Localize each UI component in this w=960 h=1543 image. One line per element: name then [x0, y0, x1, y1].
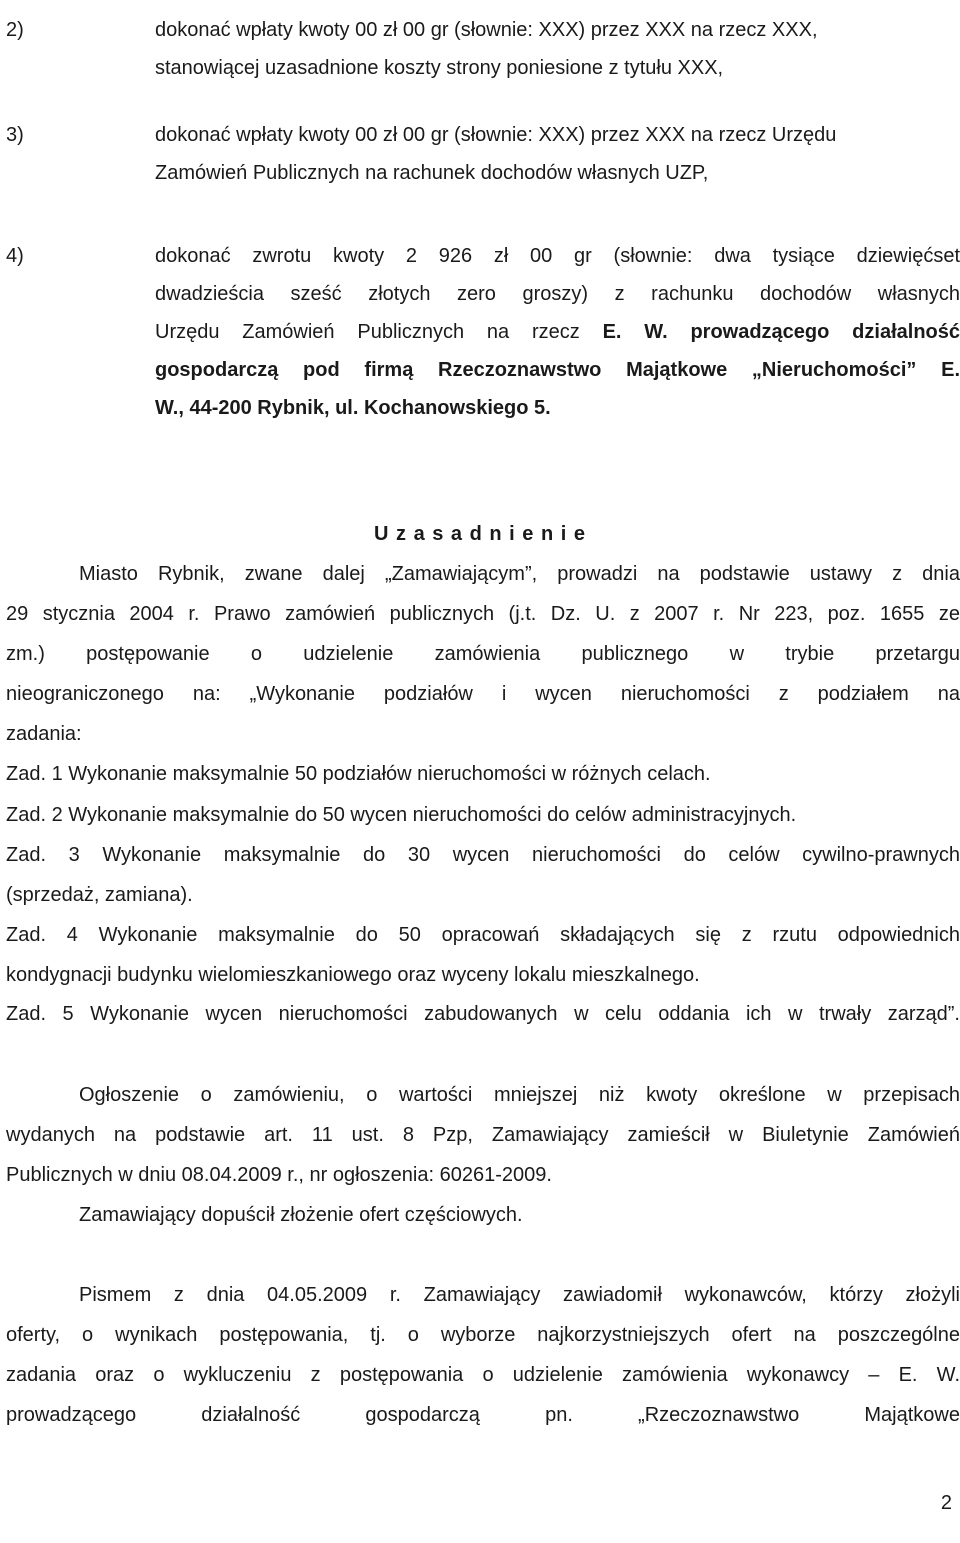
- text-line: Zad. 1 Wykonanie maksymalnie 50 podziałów nieruchomości w różnych celach.: [6, 763, 711, 785]
- text-line: nieograniczonego na: „Wykonanie podziałów i wycen nieruchomości z podziałem na: [6, 683, 960, 705]
- list-number: 3): [6, 124, 24, 146]
- text-line: dokonać wpłaty kwoty 00 zł 00 gr (słownie: XXX) przez XXX na rzecz Urzędu: [155, 124, 837, 146]
- text-line: Pismem z dnia 04.05.2009 r. Zamawiający zawiadomił wykonawców, którzy złożyli: [79, 1284, 960, 1306]
- list-item-text: [155, 237, 960, 427]
- text-line: dwadzieścia sześć złotych zero groszy) z rachunku dochodów własnych: [155, 283, 960, 305]
- task-5: [6, 994, 960, 1034]
- text-line: Zamawiający dopuścił złożenie ofert częściowych.: [79, 1204, 523, 1226]
- text-line: Zad. 4 Wykonanie maksymalnie do 50 opracowań składających się z rzutu odpowiednich: [6, 924, 960, 946]
- text-line: dokonać zwrotu kwoty 2 926 zł 00 gr (słownie: dwa tysiące dziewięćset: [155, 245, 960, 267]
- text-line: wydanych na podstawie art. 11 ust. 8 Pzp, Zamawiający zamieścił w Biuletynie Zamówień: [6, 1124, 960, 1146]
- paragraph-notification: [6, 1275, 960, 1435]
- company-name: gospodarczą pod firmą Rzeczoznawstwo Majątkowe „Nieruchomości” E.: [155, 359, 960, 381]
- text-line: Zamówień Publicznych na rachunek dochodów własnych UZP,: [155, 162, 709, 184]
- text-line: Zad. 2 Wykonanie maksymalnie do 50 wycen nieruchomości do celów administracyjnych.: [6, 804, 797, 826]
- company-address: W., 44-200 Rybnik, ul. Kochanowskiego 5.: [155, 397, 551, 419]
- text-segment: Urzędu Zamówień Publicznych na rzecz: [155, 321, 603, 343]
- task-1: [6, 754, 960, 794]
- text-line: dokonać wpłaty kwoty 00 zł 00 gr (słownie: XXX) przez XXX na rzecz XXX,: [155, 19, 818, 41]
- page-number: 2: [940, 1492, 952, 1514]
- text-line: (sprzedaż, zamiana).: [6, 884, 193, 906]
- list-item-text: [155, 11, 960, 87]
- task-4: [6, 915, 960, 995]
- text-line: zm.) postępowanie o udzielenie zamówienia publicznego w trybie przetargu: [6, 643, 960, 665]
- text-line: Zad. 3 Wykonanie maksymalnie do 30 wycen nieruchomości do celów cywilno-prawnych: [6, 844, 960, 866]
- text-line: kondygnacji budynku wielomieszkaniowego oraz wyceny lokalu mieszkalnego.: [6, 964, 700, 986]
- paragraph-announcement: [6, 1075, 960, 1195]
- section-heading: U z a s a d n i e n i e: [374, 523, 586, 545]
- text-line: oferty, o wynikach postępowania, tj. o wyborze najkorzystniejszych ofert na poszczególne: [6, 1324, 960, 1346]
- text-line: 29 stycznia 2004 r. Prawo zamówień publicznych (j.t. Dz. U. z 2007 r. Nr 223, poz. 1655 ze: [6, 603, 960, 625]
- list-number: 4): [6, 245, 24, 267]
- company-name: E. W. prowadzącego działalność: [602, 321, 960, 343]
- text-line: Ogłoszenie o zamówieniu, o wartości mniejszej niż kwoty określone w przepisach: [79, 1084, 960, 1106]
- text-line: prowadzącego działalność gospodarczą pn. „Rzeczoznawstwo Majątkowe: [6, 1404, 960, 1426]
- list-item-text: [155, 116, 960, 192]
- text-line: Publicznych w dniu 08.04.2009 r., nr ogłoszenia: 60261-2009.: [6, 1164, 552, 1186]
- paragraph-intro: [6, 554, 960, 754]
- text-line: zadania:: [6, 723, 82, 745]
- text-line: Zad. 5 Wykonanie wycen nieruchomości zabudowanych w celu oddania ich w trwały zarząd”.: [6, 1003, 960, 1025]
- text-line: zadania oraz o wykluczeniu z postępowania o udzielenie zamówienia wykonawcy – E. W.: [6, 1364, 960, 1386]
- text-line: [155, 313, 960, 351]
- text-line: Miasto Rybnik, zwane dalej „Zamawiającym”, prowadzi na podstawie ustawy z dnia: [79, 563, 960, 585]
- task-2: [6, 795, 960, 835]
- text-line: stanowiącej uzasadnione koszty strony poniesione z tytułu XXX,: [155, 57, 724, 79]
- paragraph-partial-offers: [6, 1195, 960, 1235]
- task-3: [6, 835, 960, 915]
- list-number: 2): [6, 19, 24, 41]
